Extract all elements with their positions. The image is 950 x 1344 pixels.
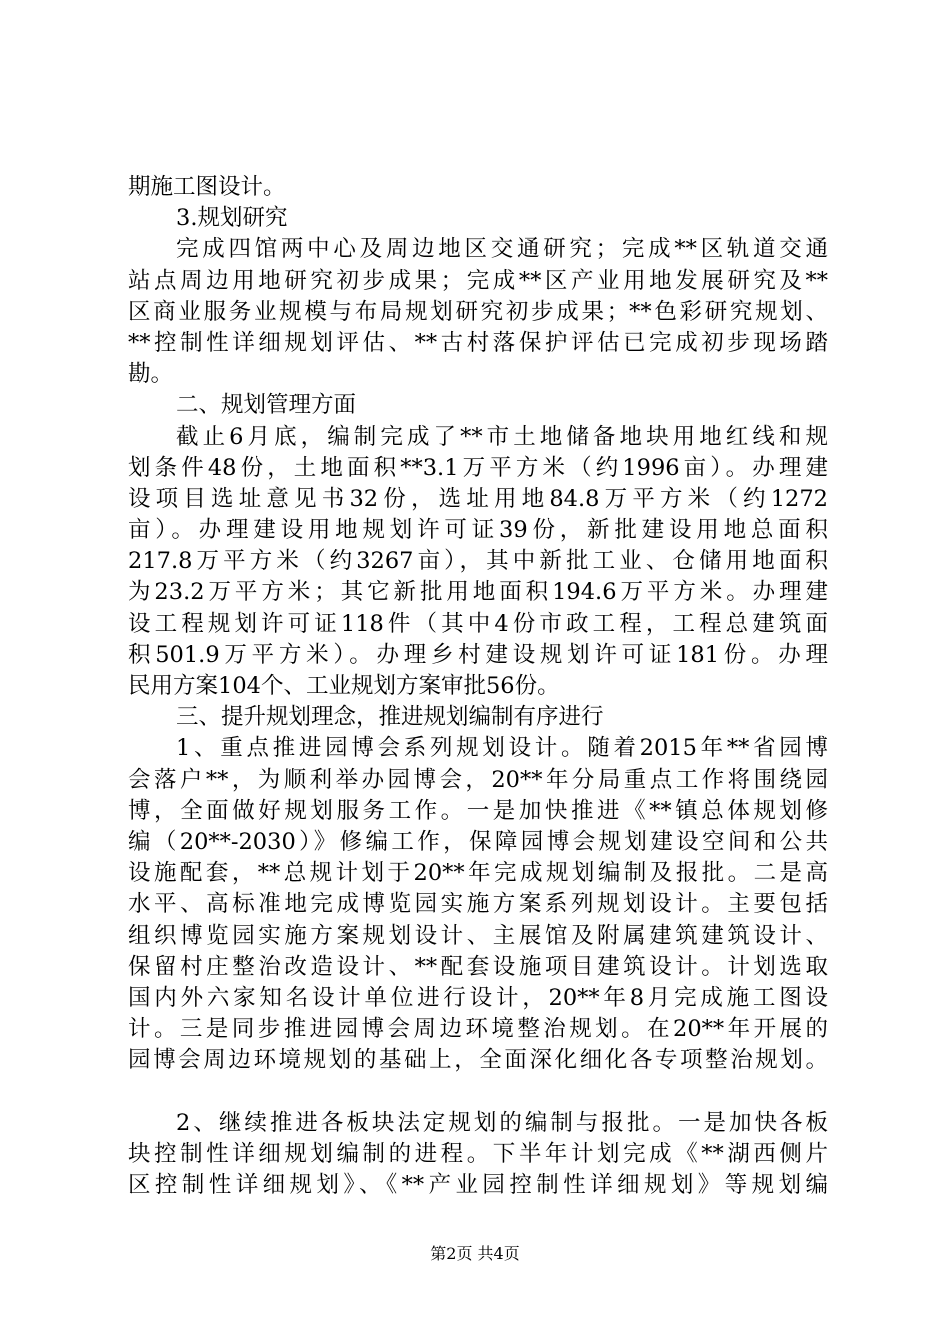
section-heading: 三、提升规划理念，推进规划编制有序进行 [176,704,604,731]
text-line: 1、重点推进园博会系列规划设计。随着2015年**省园博 [176,735,828,762]
text-line: 计。三是同步推进园博会周边环境整治规划。在20**年开展的 [128,1016,828,1043]
text-line: 2、继续推进各板块法定规划的编制与报批。一是加快各板 [176,1109,828,1136]
text-line: 区商业服务业规模与布局规划研究初步成果；**色彩研究规划、 [128,298,828,325]
text-line: 期施工图设计。 [128,174,286,200]
section-heading: 3.规划研究 [176,205,288,232]
text-line: 编（20**-2030）》修编工作，保障园博会规划建设空间和公共 [128,828,828,855]
text-line: 民用方案104个、工业规划方案审批56份。 [128,673,560,699]
document-body [128,172,828,1201]
text-line: 勘。 [128,361,174,388]
text-line: 划条件48份，土地面积**3.1万平方米（约1996亩）。办理建 [128,454,828,481]
text-line: 亩）。办理建设用地规划许可证39份，新批建设用地总面积 [128,517,828,544]
text-line: **控制性详细规划评估、**古村落保护评估已完成初步现场踏 [128,329,828,356]
text-line: 设项目选址意见书32份，选址用地84.8万平方米（约1272 [128,485,828,512]
text-line: 积501.9万平方米）。办理乡村建设规划许可证181份。办理 [128,641,828,668]
text-line: 园博会周边环境规划的基础上，全面深化细化各专项整治规划。 [128,1047,828,1074]
text-line: 块控制性详细规划编制的进程。下半年计划完成《**湖西侧片 [128,1140,828,1167]
text-line: 设工程规划许可证118件（其中4份市政工程，工程总建筑面 [128,610,828,637]
text-line: 保留村庄整治改造设计、**配套设施项目建筑设计。计划选取 [128,953,828,980]
paragraph-gap [128,1076,828,1107]
page-number-footer: 第2页 共4页 [430,1244,520,1263]
text-line: 国内外六家知名设计单位进行设计，20**年8月完成施工图设 [128,984,828,1011]
text-line: 截止6月底，编制完成了**市土地储备地块用地红线和规 [176,423,828,450]
text-line: 站点周边用地研究初步成果；完成**区产业用地发展研究及** [128,267,828,294]
text-line: 区控制性详细规划》、《**产业园控制性详细规划》等规划编 [128,1172,828,1198]
text-line: 会落户**，为顺利举办园博会，20**年分局重点工作将围绕园 [128,766,828,793]
text-line: 博，全面做好规划服务工作。一是加快推进《**镇总体规划修 [128,797,828,824]
text-line: 组织博览园实施方案规划设计、主展馆及附属建筑建筑设计、 [128,922,828,949]
text-line: 完成四馆两中心及周边地区交通研究；完成**区轨道交通 [176,236,828,263]
text-line: 设施配套，**总规计划于20**年完成规划编制及报批。二是高 [128,860,828,887]
text-line: 217.8万平方米（约3267亩），其中新批工业、仓储用地面积 [128,548,828,575]
section-heading: 二、规划管理方面 [176,392,357,419]
text-line: 水平、高标准地完成博览园实施方案系列规划设计。主要包括 [128,891,828,918]
text-line: 为23.2万平方米；其它新批用地面积194.6万平方米。办理建 [128,579,828,606]
